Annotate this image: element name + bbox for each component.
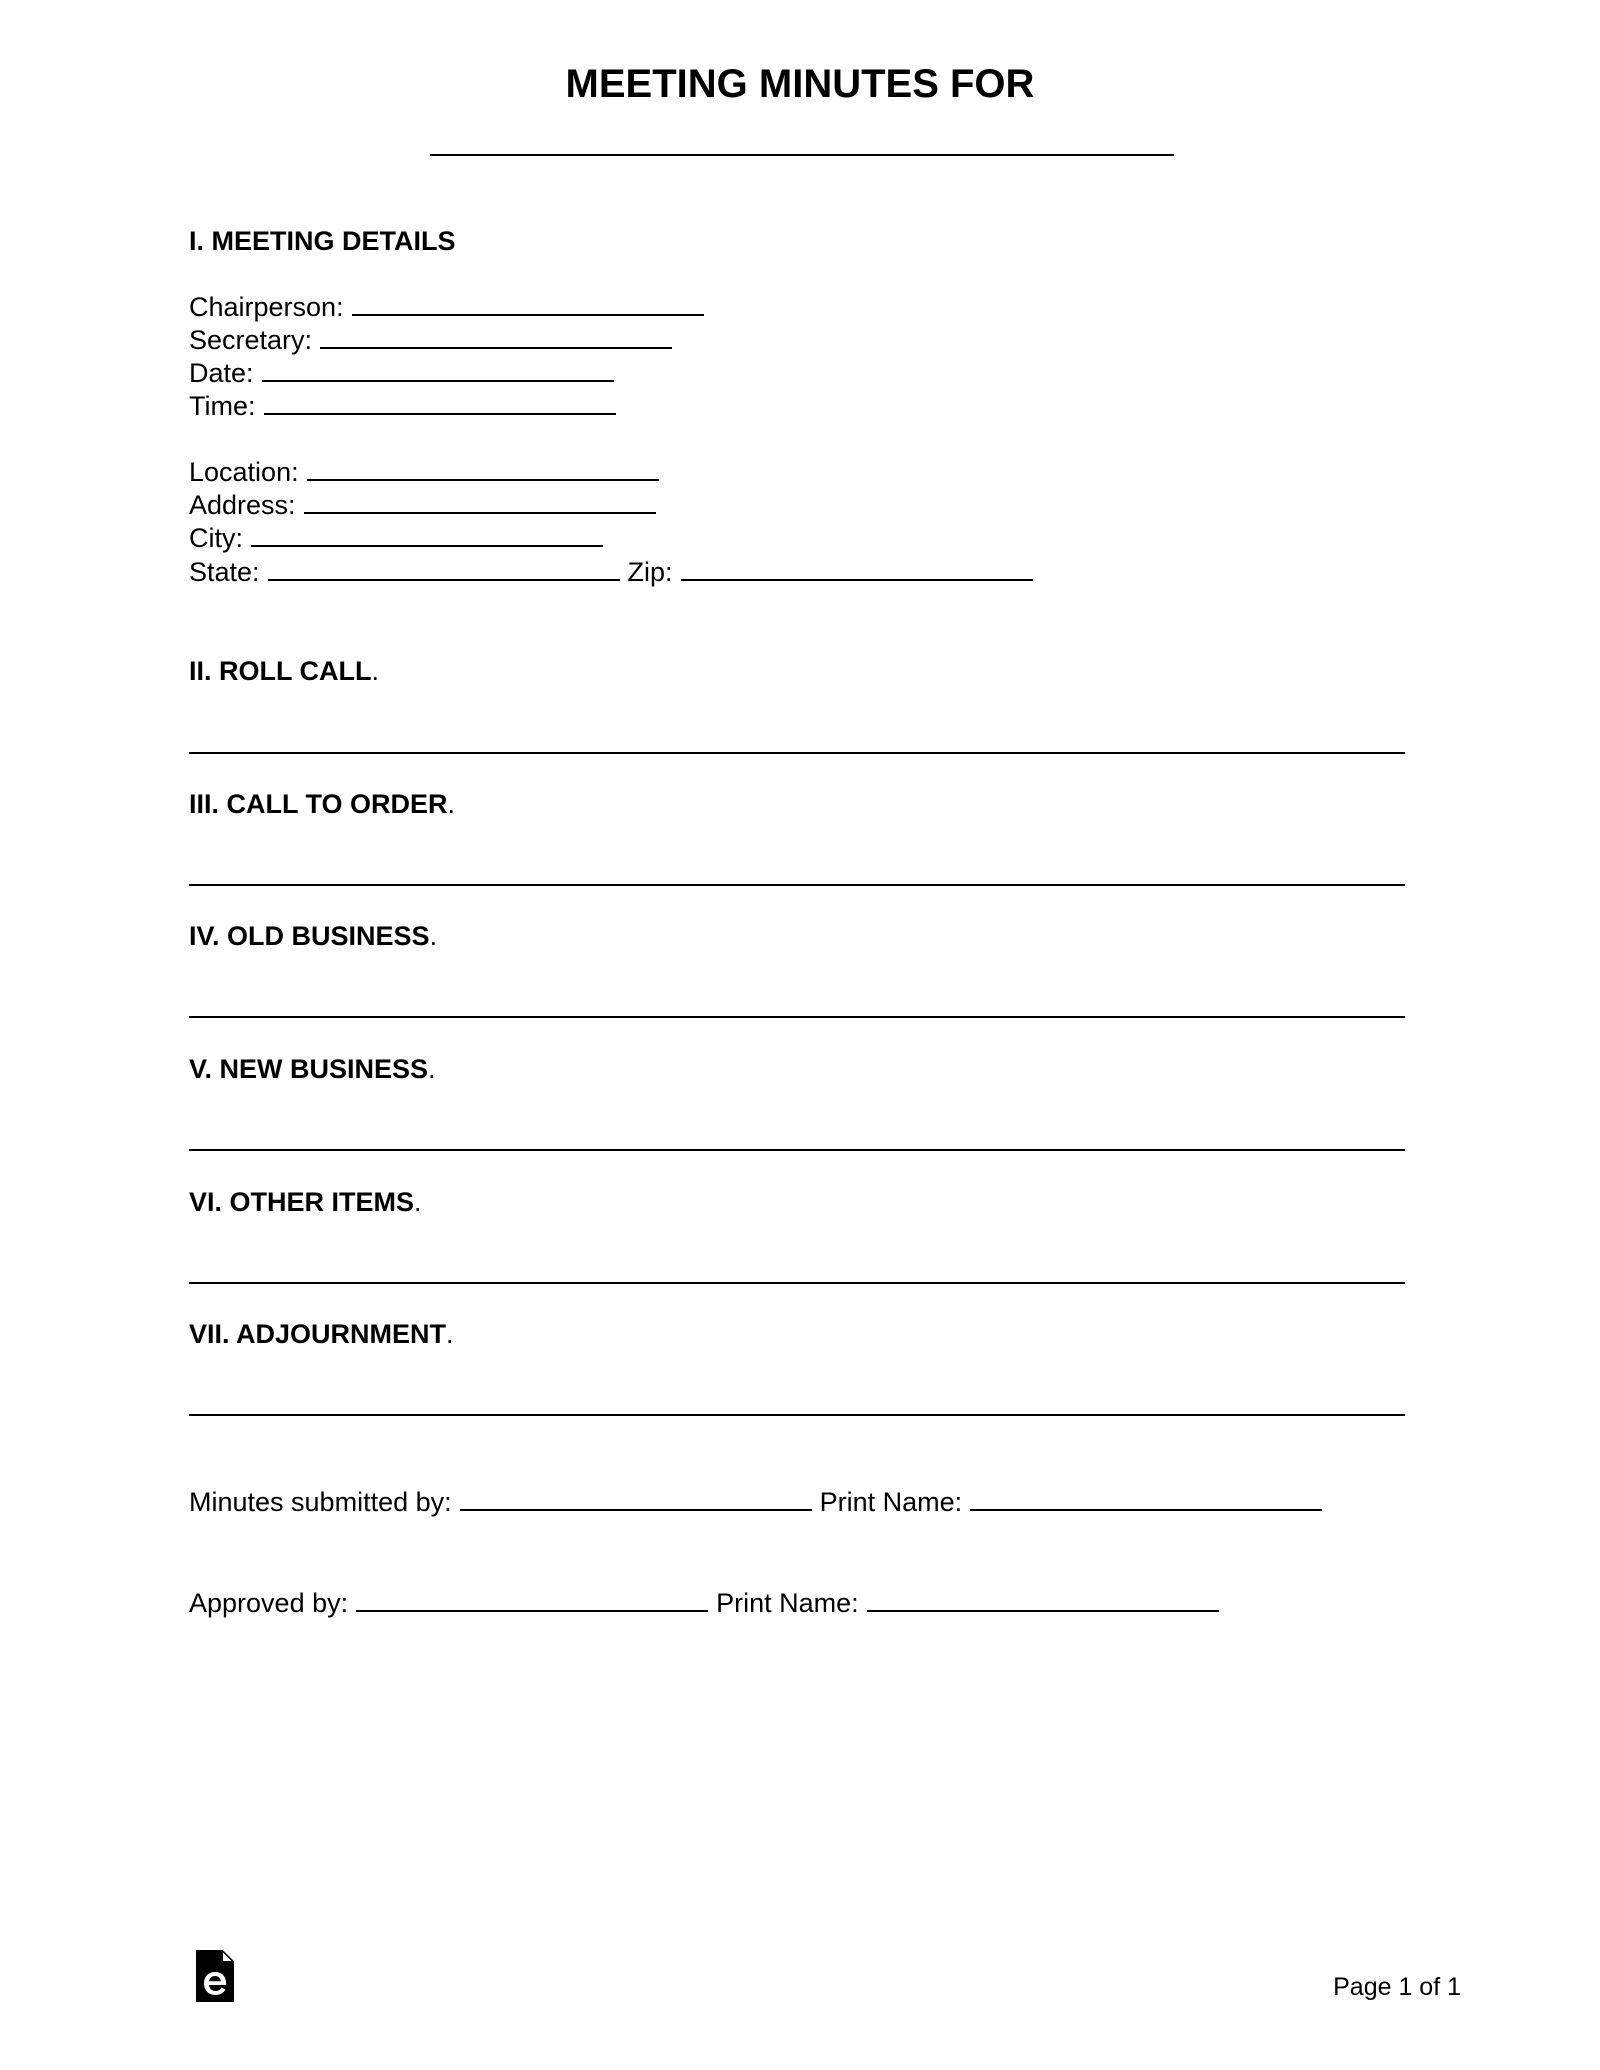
page-title: MEETING MINUTES FOR xyxy=(565,62,1035,106)
submitted-by-blank[interactable] xyxy=(460,1485,812,1511)
chairperson-blank[interactable] xyxy=(352,290,704,316)
location-field xyxy=(189,455,659,489)
adjournment-line[interactable] xyxy=(189,1414,1405,1416)
old-business-line[interactable] xyxy=(189,1016,1405,1018)
submitted-by-label: Minutes submitted by: xyxy=(189,1487,452,1517)
zip-blank[interactable] xyxy=(681,555,1033,581)
state-zip-field xyxy=(189,555,1033,589)
submitted-print-name-blank[interactable] xyxy=(970,1485,1322,1511)
date-blank[interactable] xyxy=(262,356,614,382)
secretary-blank[interactable] xyxy=(320,323,672,349)
adjournment-heading: VII. ADJOURNMENT. xyxy=(189,1319,454,1349)
time-blank[interactable] xyxy=(264,389,616,415)
time-field xyxy=(189,389,616,423)
date-label: Date: xyxy=(189,358,254,388)
title-blank-line[interactable] xyxy=(430,154,1174,156)
new-business-line[interactable] xyxy=(189,1149,1405,1151)
old-business-heading: IV. OLD BUSINESS. xyxy=(189,921,438,951)
call-to-order-line[interactable] xyxy=(189,884,1405,886)
time-label: Time: xyxy=(189,391,256,421)
city-blank[interactable] xyxy=(251,521,603,547)
city-field xyxy=(189,521,603,555)
other-items-heading: VI. OTHER ITEMS. xyxy=(189,1187,422,1217)
state-blank[interactable] xyxy=(268,555,620,581)
roll-call-heading: II. ROLL CALL. xyxy=(189,656,380,686)
secretary-field xyxy=(189,323,672,357)
print-name-label: Print Name: xyxy=(716,1588,859,1618)
meeting-details-heading: I. MEETING DETAILS xyxy=(189,226,456,256)
approved-by-label: Approved by: xyxy=(189,1588,349,1618)
zip-label: Zip: xyxy=(627,557,673,587)
approved-by-row xyxy=(189,1586,1219,1620)
address-label: Address: xyxy=(189,490,296,520)
submitted-by-row xyxy=(189,1485,1322,1519)
approved-print-name-blank[interactable] xyxy=(867,1586,1219,1612)
chairperson-field xyxy=(189,290,704,324)
eforms-document-icon xyxy=(196,1950,234,2002)
state-label: State: xyxy=(189,557,260,587)
approved-by-blank[interactable] xyxy=(356,1586,708,1612)
new-business-heading: V. NEW BUSINESS. xyxy=(189,1054,436,1084)
date-field xyxy=(189,356,614,390)
address-field xyxy=(189,488,656,522)
call-to-order-heading: III. CALL TO ORDER. xyxy=(189,789,456,819)
roll-call-line[interactable] xyxy=(189,752,1405,754)
secretary-label: Secretary: xyxy=(189,325,313,355)
location-blank[interactable] xyxy=(307,455,659,481)
address-blank[interactable] xyxy=(304,488,656,514)
print-name-label: Print Name: xyxy=(819,1487,963,1517)
other-items-line[interactable] xyxy=(189,1282,1405,1284)
location-label: Location: xyxy=(189,457,299,487)
page-number: Page 1 of 1 xyxy=(1333,1973,1461,2001)
city-label: City: xyxy=(189,523,243,553)
chairperson-label: Chairperson: xyxy=(189,292,344,322)
